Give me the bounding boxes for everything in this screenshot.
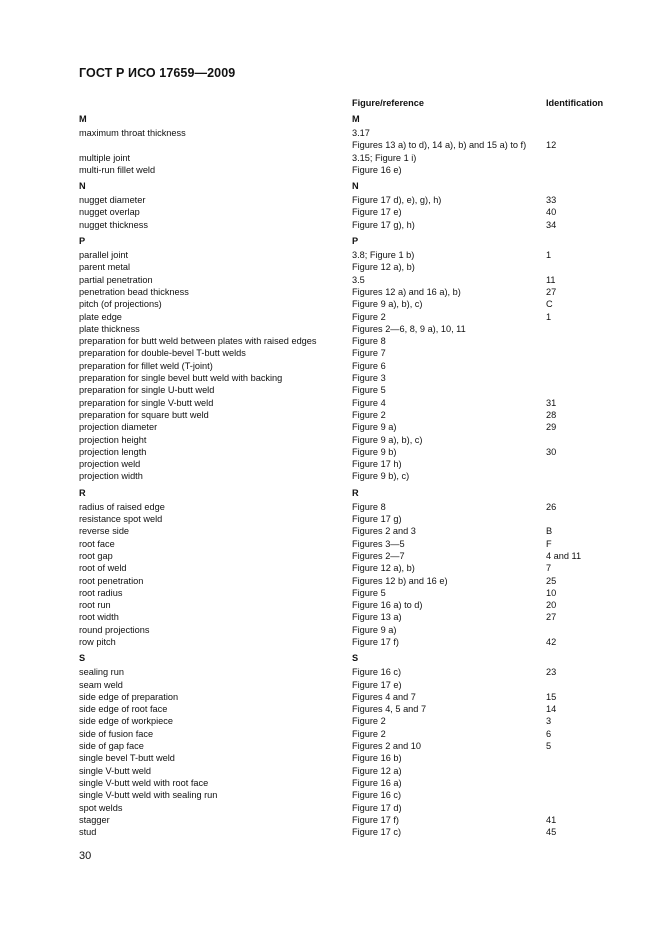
table-row bbox=[79, 206, 619, 218]
term-cell: preparation for single U-butt weld bbox=[79, 385, 215, 396]
figure-reference-cell: P bbox=[352, 236, 359, 247]
term-cell: root gap bbox=[79, 550, 113, 561]
table-row bbox=[79, 703, 619, 715]
table-row bbox=[79, 152, 619, 164]
table-row bbox=[79, 311, 619, 323]
identification-cell: 26 bbox=[546, 501, 557, 512]
figure-reference-cell: Figure 17 e) bbox=[352, 207, 402, 218]
figure-reference-cell: Figure 17 e) bbox=[352, 679, 402, 690]
term-cell: side edge of workpiece bbox=[79, 716, 173, 727]
term-cell: multiple joint bbox=[79, 152, 131, 163]
figure-reference-cell: Figure 3 bbox=[352, 373, 386, 384]
table-row bbox=[79, 691, 619, 703]
identification-cell: 12 bbox=[546, 140, 557, 151]
figure-reference-cell: 3.5 bbox=[352, 274, 365, 285]
figure-reference-cell: Figures 12 a) and 16 a), b) bbox=[352, 286, 461, 297]
table-row bbox=[79, 434, 619, 446]
term-cell: preparation for single bevel butt weld with backing bbox=[79, 373, 283, 384]
table-row bbox=[79, 194, 619, 206]
figure-reference-cell: Figures 2—6, 8, 9 a), 10, 11 bbox=[352, 323, 466, 334]
figure-reference-cell: Figure 16 a) bbox=[352, 777, 402, 788]
identification-cell: 34 bbox=[546, 219, 557, 230]
figure-reference-cell: Figure 5 bbox=[352, 385, 386, 396]
table-row bbox=[79, 274, 619, 286]
term-cell: plate thickness bbox=[79, 323, 140, 334]
table-row bbox=[79, 611, 619, 623]
identification-cell: 15 bbox=[546, 691, 557, 702]
term-cell: root run bbox=[79, 600, 111, 611]
table-row bbox=[79, 458, 619, 470]
term-cell: N bbox=[79, 181, 86, 192]
figure-reference-cell: Figure 2 bbox=[352, 409, 386, 420]
term-cell: parent metal bbox=[79, 262, 131, 273]
figure-reference-cell: Figure 2 bbox=[352, 311, 386, 322]
term-cell: seam weld bbox=[79, 679, 123, 690]
term-cell: side edge of root face bbox=[79, 704, 168, 715]
table-row bbox=[79, 562, 619, 574]
term-cell: single V-butt weld with root face bbox=[79, 777, 209, 788]
section-letter-row bbox=[79, 112, 619, 127]
identification-column-header: Identification bbox=[546, 98, 604, 108]
figure-reference-cell: M bbox=[352, 114, 360, 124]
table-row bbox=[79, 409, 619, 421]
table-row bbox=[79, 636, 619, 648]
section-letter-row bbox=[79, 486, 619, 501]
term-cell: penetration bead thickness bbox=[79, 286, 189, 297]
term-cell: reverse side bbox=[79, 526, 130, 537]
table-row bbox=[79, 501, 619, 513]
figure-reference-cell: Figure 16 b) bbox=[352, 753, 402, 764]
term-cell: root face bbox=[79, 538, 115, 549]
table-row bbox=[79, 384, 619, 396]
table-row bbox=[79, 752, 619, 764]
table-row bbox=[79, 219, 619, 231]
identification-cell: 20 bbox=[546, 600, 557, 611]
figure-reference-cell: Figure 5 bbox=[352, 587, 386, 598]
term-cell: root penetration bbox=[79, 575, 144, 586]
figure-reference-cell: Figure 16 a) to d) bbox=[352, 600, 423, 611]
figure-reference-cell: Figures 3—5 bbox=[352, 538, 405, 549]
figure-reference-cell: Figures 2 and 10 bbox=[352, 741, 421, 752]
figure-reference-cell: Figures 12 b) and 16 e) bbox=[352, 575, 448, 586]
table-header-row bbox=[79, 96, 619, 112]
figure-reference-cell: Figure 12 a), b) bbox=[352, 563, 415, 574]
figure-reference-cell: 3.17 bbox=[352, 128, 370, 138]
term-cell: stud bbox=[79, 827, 97, 838]
page-number: 30 bbox=[79, 850, 92, 862]
identification-cell: 14 bbox=[546, 704, 557, 715]
table-row bbox=[79, 765, 619, 777]
table-row bbox=[79, 286, 619, 298]
term-cell: partial penetration bbox=[79, 274, 153, 285]
term-cell: S bbox=[79, 653, 86, 664]
figure-reference-cell: Figure 17 f) bbox=[352, 636, 399, 647]
table-row bbox=[79, 372, 619, 384]
term-cell: stagger bbox=[79, 814, 110, 825]
figure-reference-cell: Figure 9 b), c) bbox=[352, 471, 410, 482]
identification-cell: 42 bbox=[546, 636, 557, 647]
term-cell: P bbox=[79, 236, 86, 247]
table-row bbox=[79, 624, 619, 636]
figure-reference-cell: Figure 2 bbox=[352, 716, 386, 727]
term-cell: M bbox=[79, 114, 87, 124]
identification-cell: 23 bbox=[546, 667, 557, 678]
identification-cell: 40 bbox=[546, 207, 557, 218]
table-row bbox=[79, 802, 619, 814]
figure-reference-cell: R bbox=[352, 487, 359, 498]
figure-reference-column-header: Figure/reference bbox=[352, 98, 424, 108]
figure-reference-cell: Figure 6 bbox=[352, 360, 386, 371]
term-cell: projection weld bbox=[79, 459, 141, 470]
term-cell: single bevel T-butt weld bbox=[79, 753, 175, 764]
term-cell: sealing run bbox=[79, 667, 124, 678]
term-cell: row pitch bbox=[79, 636, 116, 647]
term-cell: preparation for square butt weld bbox=[79, 409, 209, 420]
figure-reference-cell: S bbox=[352, 653, 359, 664]
term-cell: spot welds bbox=[79, 802, 123, 813]
section-letter-row bbox=[79, 651, 619, 666]
figure-reference-cell: Figure 9 a) bbox=[352, 624, 397, 635]
figure-reference-cell: Figure 16 c) bbox=[352, 667, 402, 678]
figure-reference-cell: Figure 8 bbox=[352, 336, 386, 347]
table-row bbox=[79, 323, 619, 335]
identification-cell: 31 bbox=[546, 397, 557, 408]
term-cell: side edge of preparation bbox=[79, 691, 179, 702]
term-cell: projection length bbox=[79, 446, 147, 457]
figure-reference-cell: Figures 2—7 bbox=[352, 550, 405, 561]
figure-reference-cell: Figure 16 e) bbox=[352, 164, 402, 175]
figure-reference-cell: Figure 4 bbox=[352, 397, 386, 408]
term-cell: resistance spot weld bbox=[79, 514, 163, 525]
figure-reference-cell: Figure 9 a), b), c) bbox=[352, 299, 423, 310]
figure-reference-cell: Figure 17 g), h) bbox=[352, 219, 415, 230]
identification-cell: 7 bbox=[546, 563, 552, 574]
table-row bbox=[79, 421, 619, 433]
term-cell: pitch (of projections) bbox=[79, 299, 162, 310]
identification-cell: 25 bbox=[546, 575, 557, 586]
table-row bbox=[79, 249, 619, 261]
identification-cell: B bbox=[546, 526, 553, 537]
figure-reference-cell: Figure 17 g) bbox=[352, 514, 402, 525]
figure-reference-cell: Figure 9 a), b), c) bbox=[352, 434, 423, 445]
table-row bbox=[79, 826, 619, 838]
table-row bbox=[79, 298, 619, 310]
table-row bbox=[79, 538, 619, 550]
term-cell: projection diameter bbox=[79, 422, 158, 433]
figure-reference-cell: Figure 12 a), b) bbox=[352, 262, 415, 273]
table-row bbox=[79, 360, 619, 372]
identification-cell: 29 bbox=[546, 422, 557, 433]
identification-cell: 3 bbox=[546, 716, 552, 727]
term-cell: R bbox=[79, 487, 86, 498]
term-cell: round projections bbox=[79, 624, 150, 635]
term-cell: multi-run fillet weld bbox=[79, 164, 156, 175]
term-cell: maximum throat thickness bbox=[79, 128, 186, 138]
figure-reference-cell: Figures 13 a) to d), 14 a), b) and 15 a) to f) bbox=[352, 140, 527, 151]
table-row bbox=[79, 599, 619, 611]
figure-reference-cell: Figures 4 and 7 bbox=[352, 691, 416, 702]
term-cell: nugget thickness bbox=[79, 219, 148, 230]
index-table bbox=[79, 96, 619, 838]
table-row bbox=[79, 777, 619, 789]
term-cell: radius of raised edge bbox=[79, 501, 165, 512]
table-row bbox=[79, 525, 619, 537]
table-row bbox=[79, 715, 619, 727]
identification-cell: 1 bbox=[546, 311, 552, 322]
term-cell: preparation for fillet weld (T-joint) bbox=[79, 360, 213, 371]
identification-cell: 45 bbox=[546, 827, 557, 838]
identification-cell: C bbox=[546, 299, 553, 310]
table-row bbox=[79, 470, 619, 482]
table-row bbox=[79, 728, 619, 740]
term-cell: preparation for single V-butt weld bbox=[79, 397, 214, 408]
figure-reference-cell: 3.15; Figure 1 i) bbox=[352, 152, 417, 163]
table-row bbox=[79, 261, 619, 273]
figure-reference-cell: 3.8; Figure 1 b) bbox=[352, 250, 415, 261]
identification-cell: 11 bbox=[546, 274, 556, 285]
figure-reference-cell: Figure 2 bbox=[352, 728, 386, 739]
section-letter-row bbox=[79, 179, 619, 194]
term-cell: preparation for butt weld between plates with raised edges bbox=[79, 336, 317, 347]
figure-reference-cell: Figure 12 a) bbox=[352, 765, 402, 776]
term-cell: root radius bbox=[79, 587, 123, 598]
table-row bbox=[79, 740, 619, 752]
table-row bbox=[79, 587, 619, 599]
figure-reference-cell: Figure 17 d), e), g), h) bbox=[352, 195, 442, 206]
table-row bbox=[79, 814, 619, 826]
identification-cell: 4 and 11 bbox=[546, 550, 582, 561]
term-cell: single V-butt weld with sealing run bbox=[79, 790, 218, 801]
identification-cell: 27 bbox=[546, 612, 557, 623]
identification-cell: 28 bbox=[546, 409, 557, 420]
figure-reference-cell: Figure 9 a) bbox=[352, 422, 397, 433]
term-cell: projection height bbox=[79, 434, 147, 445]
figure-reference-cell: Figure 9 b) bbox=[352, 446, 397, 457]
term-cell: side of gap face bbox=[79, 741, 144, 752]
term-cell: preparation for double-bevel T-butt welds bbox=[79, 348, 246, 359]
term-cell: projection width bbox=[79, 471, 143, 482]
page-header: ГОСТ Р ИСО 17659—2009 bbox=[79, 66, 236, 80]
table-row bbox=[79, 789, 619, 801]
figure-reference-cell: Figure 17 h) bbox=[352, 459, 402, 470]
table-row bbox=[79, 513, 619, 525]
table-row bbox=[79, 550, 619, 562]
table-row bbox=[79, 679, 619, 691]
term-cell: nugget diameter bbox=[79, 195, 146, 206]
table-row bbox=[79, 139, 619, 151]
figure-reference-cell: Figure 7 bbox=[352, 348, 386, 359]
figure-reference-cell: Figure 8 bbox=[352, 501, 386, 512]
figure-reference-cell: Figure 16 c) bbox=[352, 790, 402, 801]
identification-cell: 1 bbox=[546, 250, 552, 261]
identification-cell: 6 bbox=[546, 728, 552, 739]
table-row bbox=[79, 164, 619, 176]
identification-cell: F bbox=[546, 538, 552, 549]
table-row bbox=[79, 666, 619, 678]
identification-cell: 41 bbox=[546, 814, 557, 825]
term-cell: single V-butt weld bbox=[79, 765, 152, 776]
term-cell: side of fusion face bbox=[79, 728, 154, 739]
identification-cell: 5 bbox=[546, 741, 552, 752]
identification-cell: 10 bbox=[546, 587, 557, 598]
figure-reference-cell: Figure 17 f) bbox=[352, 814, 399, 825]
figure-reference-cell: N bbox=[352, 181, 359, 192]
identification-cell: 27 bbox=[546, 286, 557, 297]
term-cell: root width bbox=[79, 612, 119, 623]
identification-cell: 30 bbox=[546, 446, 557, 457]
figure-reference-cell: Figures 2 and 3 bbox=[352, 526, 416, 537]
table-row bbox=[79, 446, 619, 458]
term-cell: plate edge bbox=[79, 311, 122, 322]
section-letter-row bbox=[79, 234, 619, 249]
table-row bbox=[79, 335, 619, 347]
figure-reference-cell: Figure 17 c) bbox=[352, 827, 402, 838]
term-cell: nugget overlap bbox=[79, 207, 140, 218]
figure-reference-cell: Figure 13 a) bbox=[352, 612, 402, 623]
term-cell: parallel joint bbox=[79, 250, 129, 261]
table-row bbox=[79, 347, 619, 359]
identification-cell: 33 bbox=[546, 195, 557, 206]
figure-reference-cell: Figures 4, 5 and 7 bbox=[352, 704, 427, 715]
term-cell: root of weld bbox=[79, 563, 127, 574]
figure-reference-cell: Figure 17 d) bbox=[352, 802, 402, 813]
table-row bbox=[79, 127, 619, 139]
table-row bbox=[79, 397, 619, 409]
table-row bbox=[79, 575, 619, 587]
